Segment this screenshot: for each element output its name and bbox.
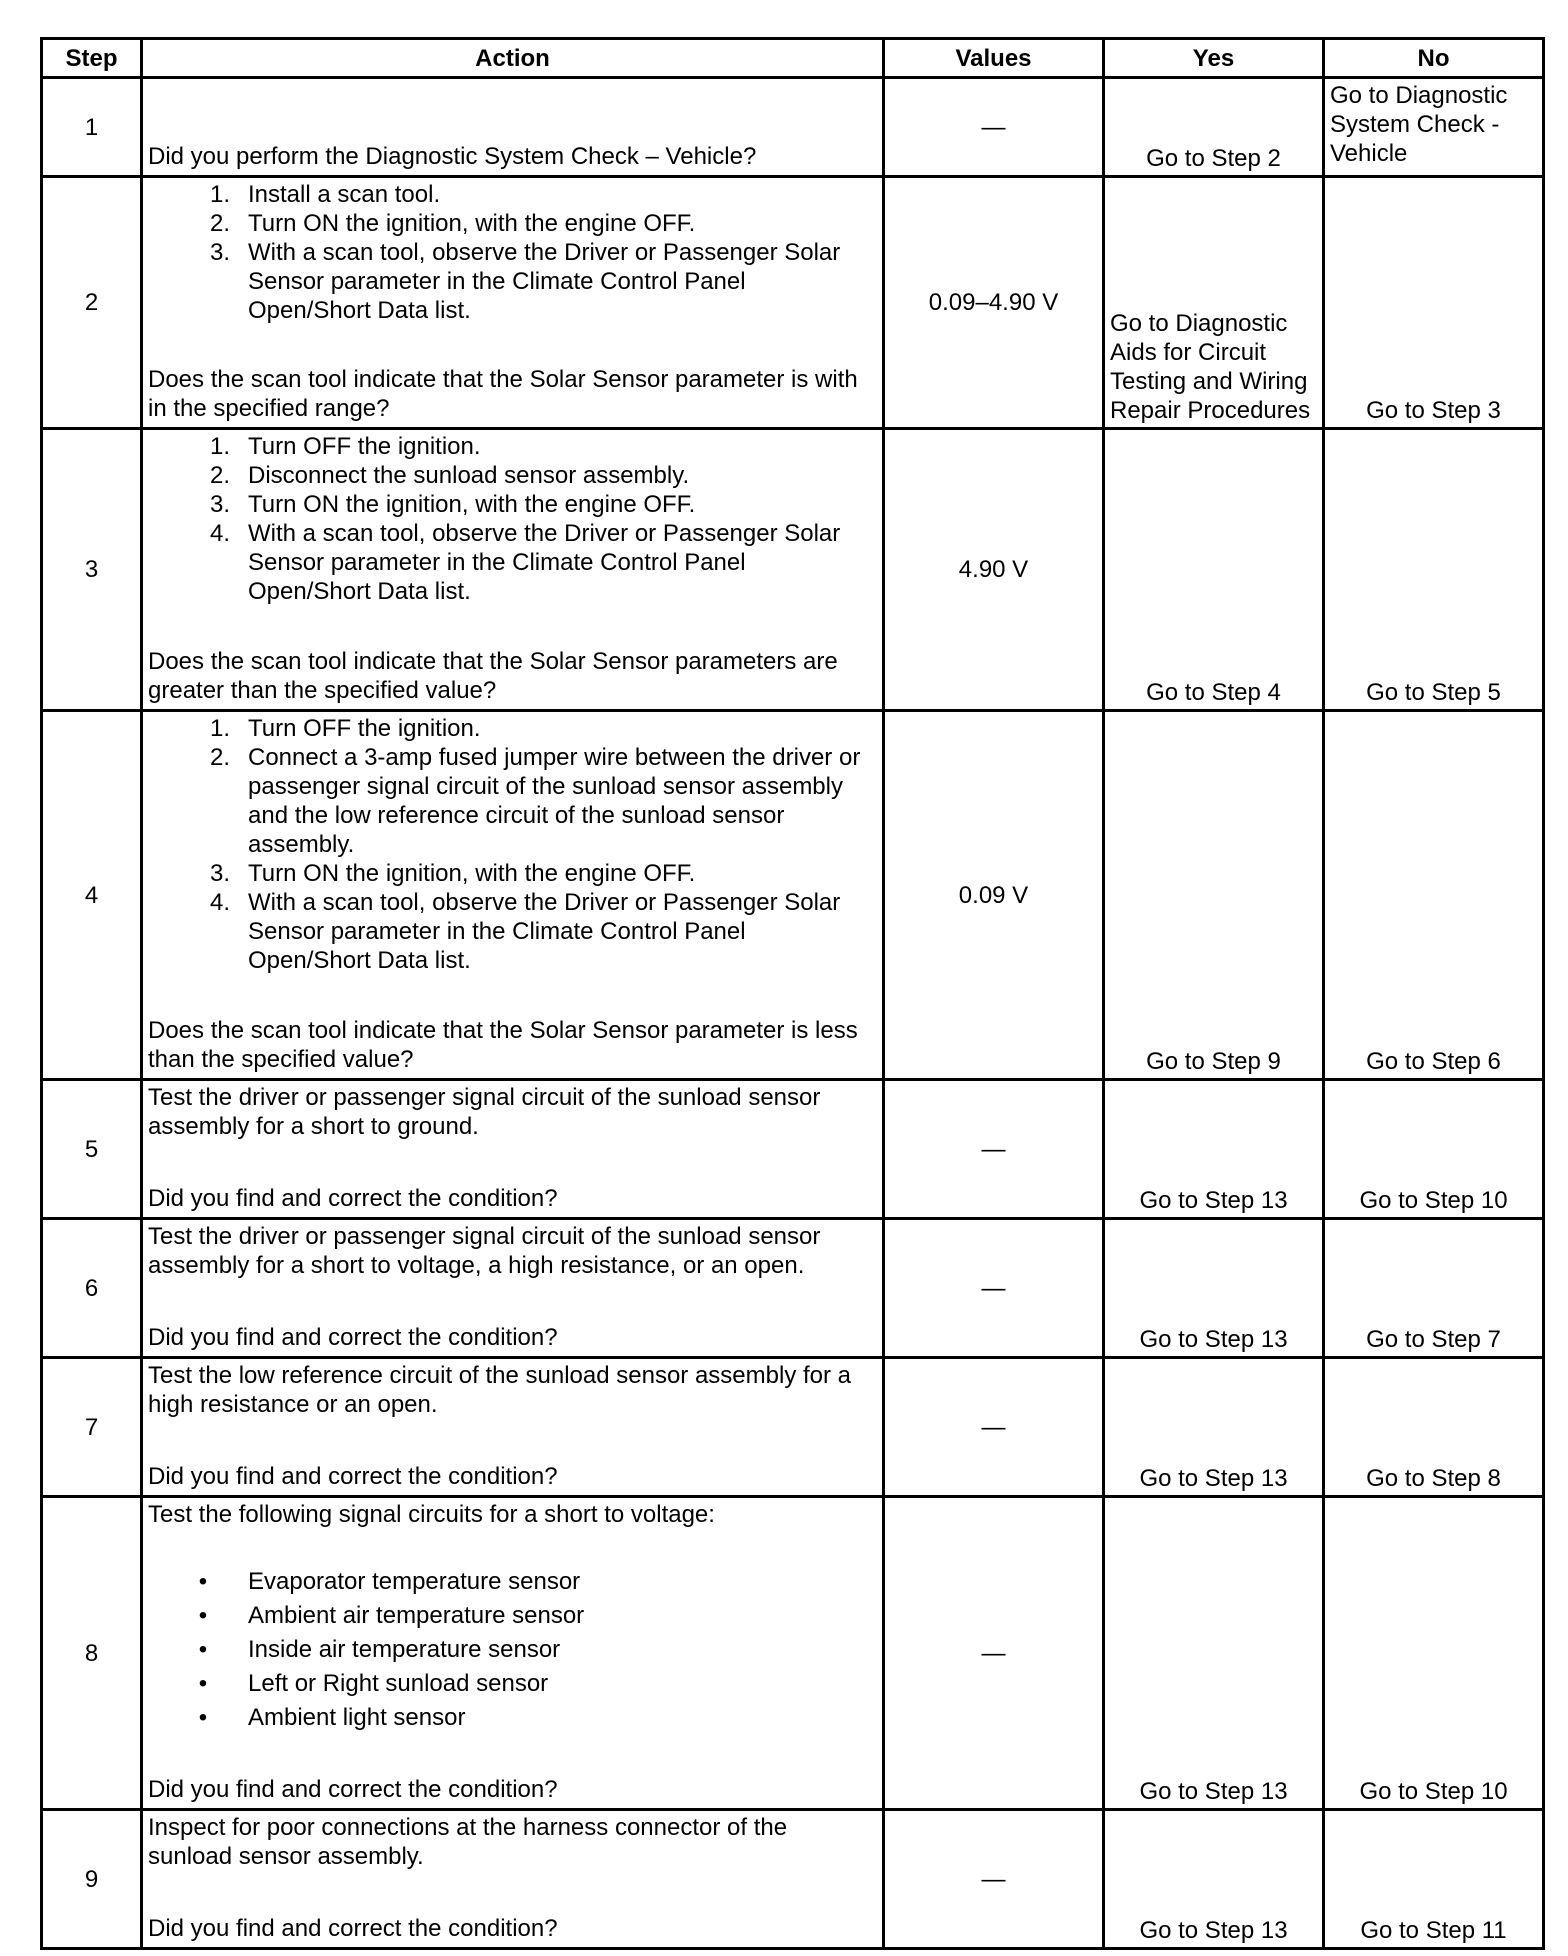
no-result: Go to Step 10: [1359, 1187, 1508, 1214]
action-bullet-text: Evaporator temperature sensor: [248, 1568, 581, 1595]
action-bullet-list: [148, 1565, 874, 1735]
value-cell: —: [884, 1810, 1104, 1949]
action-instructions: [148, 1500, 874, 1735]
action-step-text: Turn ON the ignition, with the engine OFF.: [248, 210, 696, 237]
step-number: 7: [42, 1358, 142, 1497]
action-step-item: [148, 714, 874, 743]
table-body: [42, 78, 1544, 1949]
no-result: Go to Step 10: [1359, 1778, 1508, 1805]
yes-cell: [1104, 711, 1324, 1080]
yes-cell: [1104, 177, 1324, 429]
step-number: 4: [42, 711, 142, 1080]
action-step-item: [148, 490, 874, 519]
action-instructions: [148, 180, 874, 325]
action-step-number: 4.: [210, 520, 231, 547]
action-bullet-item: [148, 1701, 874, 1735]
action-bullet-item: [148, 1633, 874, 1667]
action-content: [148, 1361, 874, 1491]
action-question: Does the scan tool indicate that the Solar Sensor parameter is less than the specified value?: [148, 1017, 858, 1073]
yes-result: Go to Diagnostic Aids for Circuit Testing and Wiring Repair Procedures: [1110, 310, 1311, 424]
action-cell: [142, 1358, 884, 1497]
action-intro: Test the driver or passenger signal circuit of the sunload sensor assembly for a short to ground.: [148, 1084, 821, 1140]
table-row: [42, 177, 1544, 429]
header-values: Values: [884, 39, 1104, 78]
value-cell: —: [884, 1219, 1104, 1358]
yes-result: Go to Step 13: [1139, 1778, 1288, 1805]
action-question: Did you find and correct the condition?: [148, 1776, 558, 1803]
action-content: [148, 180, 874, 423]
no-result: Go to Step 8: [1366, 1465, 1501, 1492]
yes-result: Go to Step 13: [1139, 1465, 1288, 1492]
no-result: Go to Step 5: [1366, 679, 1501, 706]
action-step-text: Turn OFF the ignition.: [248, 715, 481, 742]
step-number: 1: [42, 78, 142, 177]
action-instructions: [148, 1222, 874, 1280]
table-row: [42, 1358, 1544, 1497]
action-bullet-text: Left or Right sunload sensor: [248, 1670, 549, 1697]
action-step-text: Disconnect the sunload sensor assembly.: [248, 462, 690, 489]
yes-result: Go to Step 4: [1146, 679, 1281, 706]
action-step-number: 4.: [210, 889, 231, 916]
table-row: [42, 1219, 1544, 1358]
action-bullet-text: Inside air temperature sensor: [248, 1636, 561, 1663]
no-cell: [1324, 1810, 1544, 1949]
action-step-text: With a scan tool, observe the Driver or Passenger Solar Sensor parameter in the Climate Control Panel Open/Short Data list.: [248, 239, 841, 324]
action-steps-list: [148, 432, 874, 606]
table-row: [42, 78, 1544, 177]
no-cell: [1324, 1080, 1544, 1219]
action-intro: Test the driver or passenger signal circuit of the sunload sensor assembly for a short to voltage, a high resistance, or an open.: [148, 1223, 821, 1279]
action-cell: [142, 429, 884, 711]
action-step-text: Turn ON the ignition, with the engine OFF.: [248, 860, 696, 887]
step-number: 2: [42, 177, 142, 429]
action-steps-list: [148, 180, 874, 325]
action-question: Did you find and correct the condition?: [148, 1463, 558, 1490]
action-question: Did you find and correct the condition?: [148, 1324, 558, 1351]
action-question: Does the scan tool indicate that the Solar Sensor parameters are greater than the specified value?: [148, 648, 838, 704]
action-step-number: 2.: [210, 744, 231, 771]
action-intro: Test the low reference circuit of the sunload sensor assembly for a high resistance or an open.: [148, 1362, 852, 1418]
action-bullet-item: [148, 1599, 874, 1633]
value-cell: 0.09 V: [884, 711, 1104, 1080]
action-bullet-text: Ambient air temperature sensor: [248, 1602, 585, 1629]
action-step-number: 3.: [210, 860, 231, 887]
bullet-icon: [148, 1633, 248, 1667]
action-step-number: 2.: [210, 462, 231, 489]
yes-cell: [1104, 1497, 1324, 1810]
step-number: 5: [42, 1080, 142, 1219]
step-number: 8: [42, 1497, 142, 1810]
action-question: Did you perform the Diagnostic System Check – Vehicle?: [148, 143, 757, 170]
action-steps-list: [148, 714, 874, 975]
action-cell: [142, 1219, 884, 1358]
action-intro: Test the following signal circuits for a short to voltage:: [148, 1501, 715, 1528]
action-cell: [142, 711, 884, 1080]
yes-result: Go to Step 2: [1146, 145, 1281, 172]
step-number: 9: [42, 1810, 142, 1949]
action-content: [148, 1222, 874, 1352]
action-instructions: [148, 1361, 874, 1419]
action-step-text: With a scan tool, observe the Driver or Passenger Solar Sensor parameter in the Climate Control Panel Open/Short Data list.: [248, 889, 841, 974]
yes-cell: [1104, 429, 1324, 711]
action-question: Did you find and correct the condition?: [148, 1915, 558, 1942]
value-cell: —: [884, 1497, 1104, 1810]
step-number: 3: [42, 429, 142, 711]
action-step-item: [148, 888, 874, 975]
no-result: Go to Step 7: [1366, 1326, 1501, 1353]
action-step-item: [148, 461, 874, 490]
action-content: [148, 1500, 874, 1804]
action-step-item: [148, 432, 874, 461]
value-cell: 4.90 V: [884, 429, 1104, 711]
header-no: No: [1324, 39, 1544, 78]
action-step-text: Connect a 3-amp fused jumper wire between the driver or passenger signal circuit of the sunload sensor assembly and the low reference circuit of the sunload sensor assembly.: [248, 744, 861, 858]
table-row: [42, 1080, 1544, 1219]
action-bullet-text: Ambient light sensor: [248, 1704, 466, 1731]
value-cell: —: [884, 1358, 1104, 1497]
action-step-number: 2.: [210, 210, 231, 237]
no-result: Go to Diagnostic System Check - Vehicle: [1330, 82, 1508, 167]
yes-cell: [1104, 78, 1324, 177]
action-content: [148, 1083, 874, 1213]
bullet-icon: [148, 1565, 248, 1599]
action-step-text: With a scan tool, observe the Driver or Passenger Solar Sensor parameter in the Climate Control Panel Open/Short Data list.: [248, 520, 841, 605]
action-cell: [142, 177, 884, 429]
no-result: Go to Step 6: [1366, 1048, 1501, 1075]
bullet-icon: [148, 1701, 248, 1735]
no-cell: [1324, 78, 1544, 177]
action-bullet-item: [148, 1667, 874, 1701]
action-step-number: 1.: [210, 433, 231, 460]
no-cell: [1324, 711, 1544, 1080]
action-cell: [142, 1810, 884, 1949]
yes-result: Go to Step 9: [1146, 1048, 1281, 1075]
no-cell: [1324, 1358, 1544, 1497]
action-question: Did you find and correct the condition?: [148, 1185, 558, 1212]
action-step-item: [148, 209, 874, 238]
action-intro: Inspect for poor connections at the harness connector of the sunload sensor assembly.: [148, 1814, 788, 1870]
yes-result: Go to Step 13: [1139, 1326, 1288, 1353]
yes-cell: [1104, 1080, 1324, 1219]
action-cell: [142, 1080, 884, 1219]
action-step-item: [148, 519, 874, 606]
yes-cell: [1104, 1219, 1324, 1358]
action-step-number: 1.: [210, 181, 231, 208]
value-cell: —: [884, 78, 1104, 177]
header-yes: Yes: [1104, 39, 1324, 78]
header-row: [42, 39, 1544, 78]
table-row: [42, 1810, 1544, 1949]
action-step-text: Turn ON the ignition, with the engine OFF.: [248, 491, 696, 518]
action-instructions: [148, 714, 874, 975]
action-step-number: 3.: [210, 239, 231, 266]
action-content: [148, 714, 874, 1074]
no-result: Go to Step 3: [1366, 397, 1501, 424]
no-cell: [1324, 1497, 1544, 1810]
header-step: Step: [42, 39, 142, 78]
yes-result: Go to Step 13: [1139, 1917, 1288, 1944]
action-instructions: [148, 1083, 874, 1141]
yes-cell: [1104, 1810, 1324, 1949]
yes-result: Go to Step 13: [1139, 1187, 1288, 1214]
action-step-item: [148, 238, 874, 325]
table-row: [42, 429, 1544, 711]
action-content: [148, 81, 874, 171]
action-content: [148, 1813, 874, 1943]
action-instructions: [148, 432, 874, 606]
no-cell: [1324, 177, 1544, 429]
action-step-text: Turn OFF the ignition.: [248, 433, 481, 460]
action-step-item: [148, 859, 874, 888]
action-cell: [142, 1497, 884, 1810]
action-step-text: Install a scan tool.: [248, 181, 441, 208]
diagnostic-table: [40, 37, 1545, 1950]
action-question: Does the scan tool indicate that the Solar Sensor parameter is with in the specified range?: [148, 366, 858, 422]
step-number: 6: [42, 1219, 142, 1358]
yes-cell: [1104, 1358, 1324, 1497]
action-step-number: 3.: [210, 491, 231, 518]
table-row: [42, 1497, 1544, 1810]
action-content: [148, 432, 874, 705]
header-action: Action: [142, 39, 884, 78]
action-step-number: 1.: [210, 715, 231, 742]
action-cell: [142, 78, 884, 177]
bullet-icon: [148, 1667, 248, 1701]
value-cell: —: [884, 1080, 1104, 1219]
bullet-icon: [148, 1599, 248, 1633]
no-cell: [1324, 1219, 1544, 1358]
action-step-item: [148, 180, 874, 209]
value-cell: 0.09–4.90 V: [884, 177, 1104, 429]
action-instructions: [148, 1813, 874, 1871]
table-row: [42, 711, 1544, 1080]
no-cell: [1324, 429, 1544, 711]
action-step-item: [148, 743, 874, 859]
action-bullet-item: [148, 1565, 874, 1599]
no-result: Go to Step 11: [1360, 1917, 1507, 1944]
